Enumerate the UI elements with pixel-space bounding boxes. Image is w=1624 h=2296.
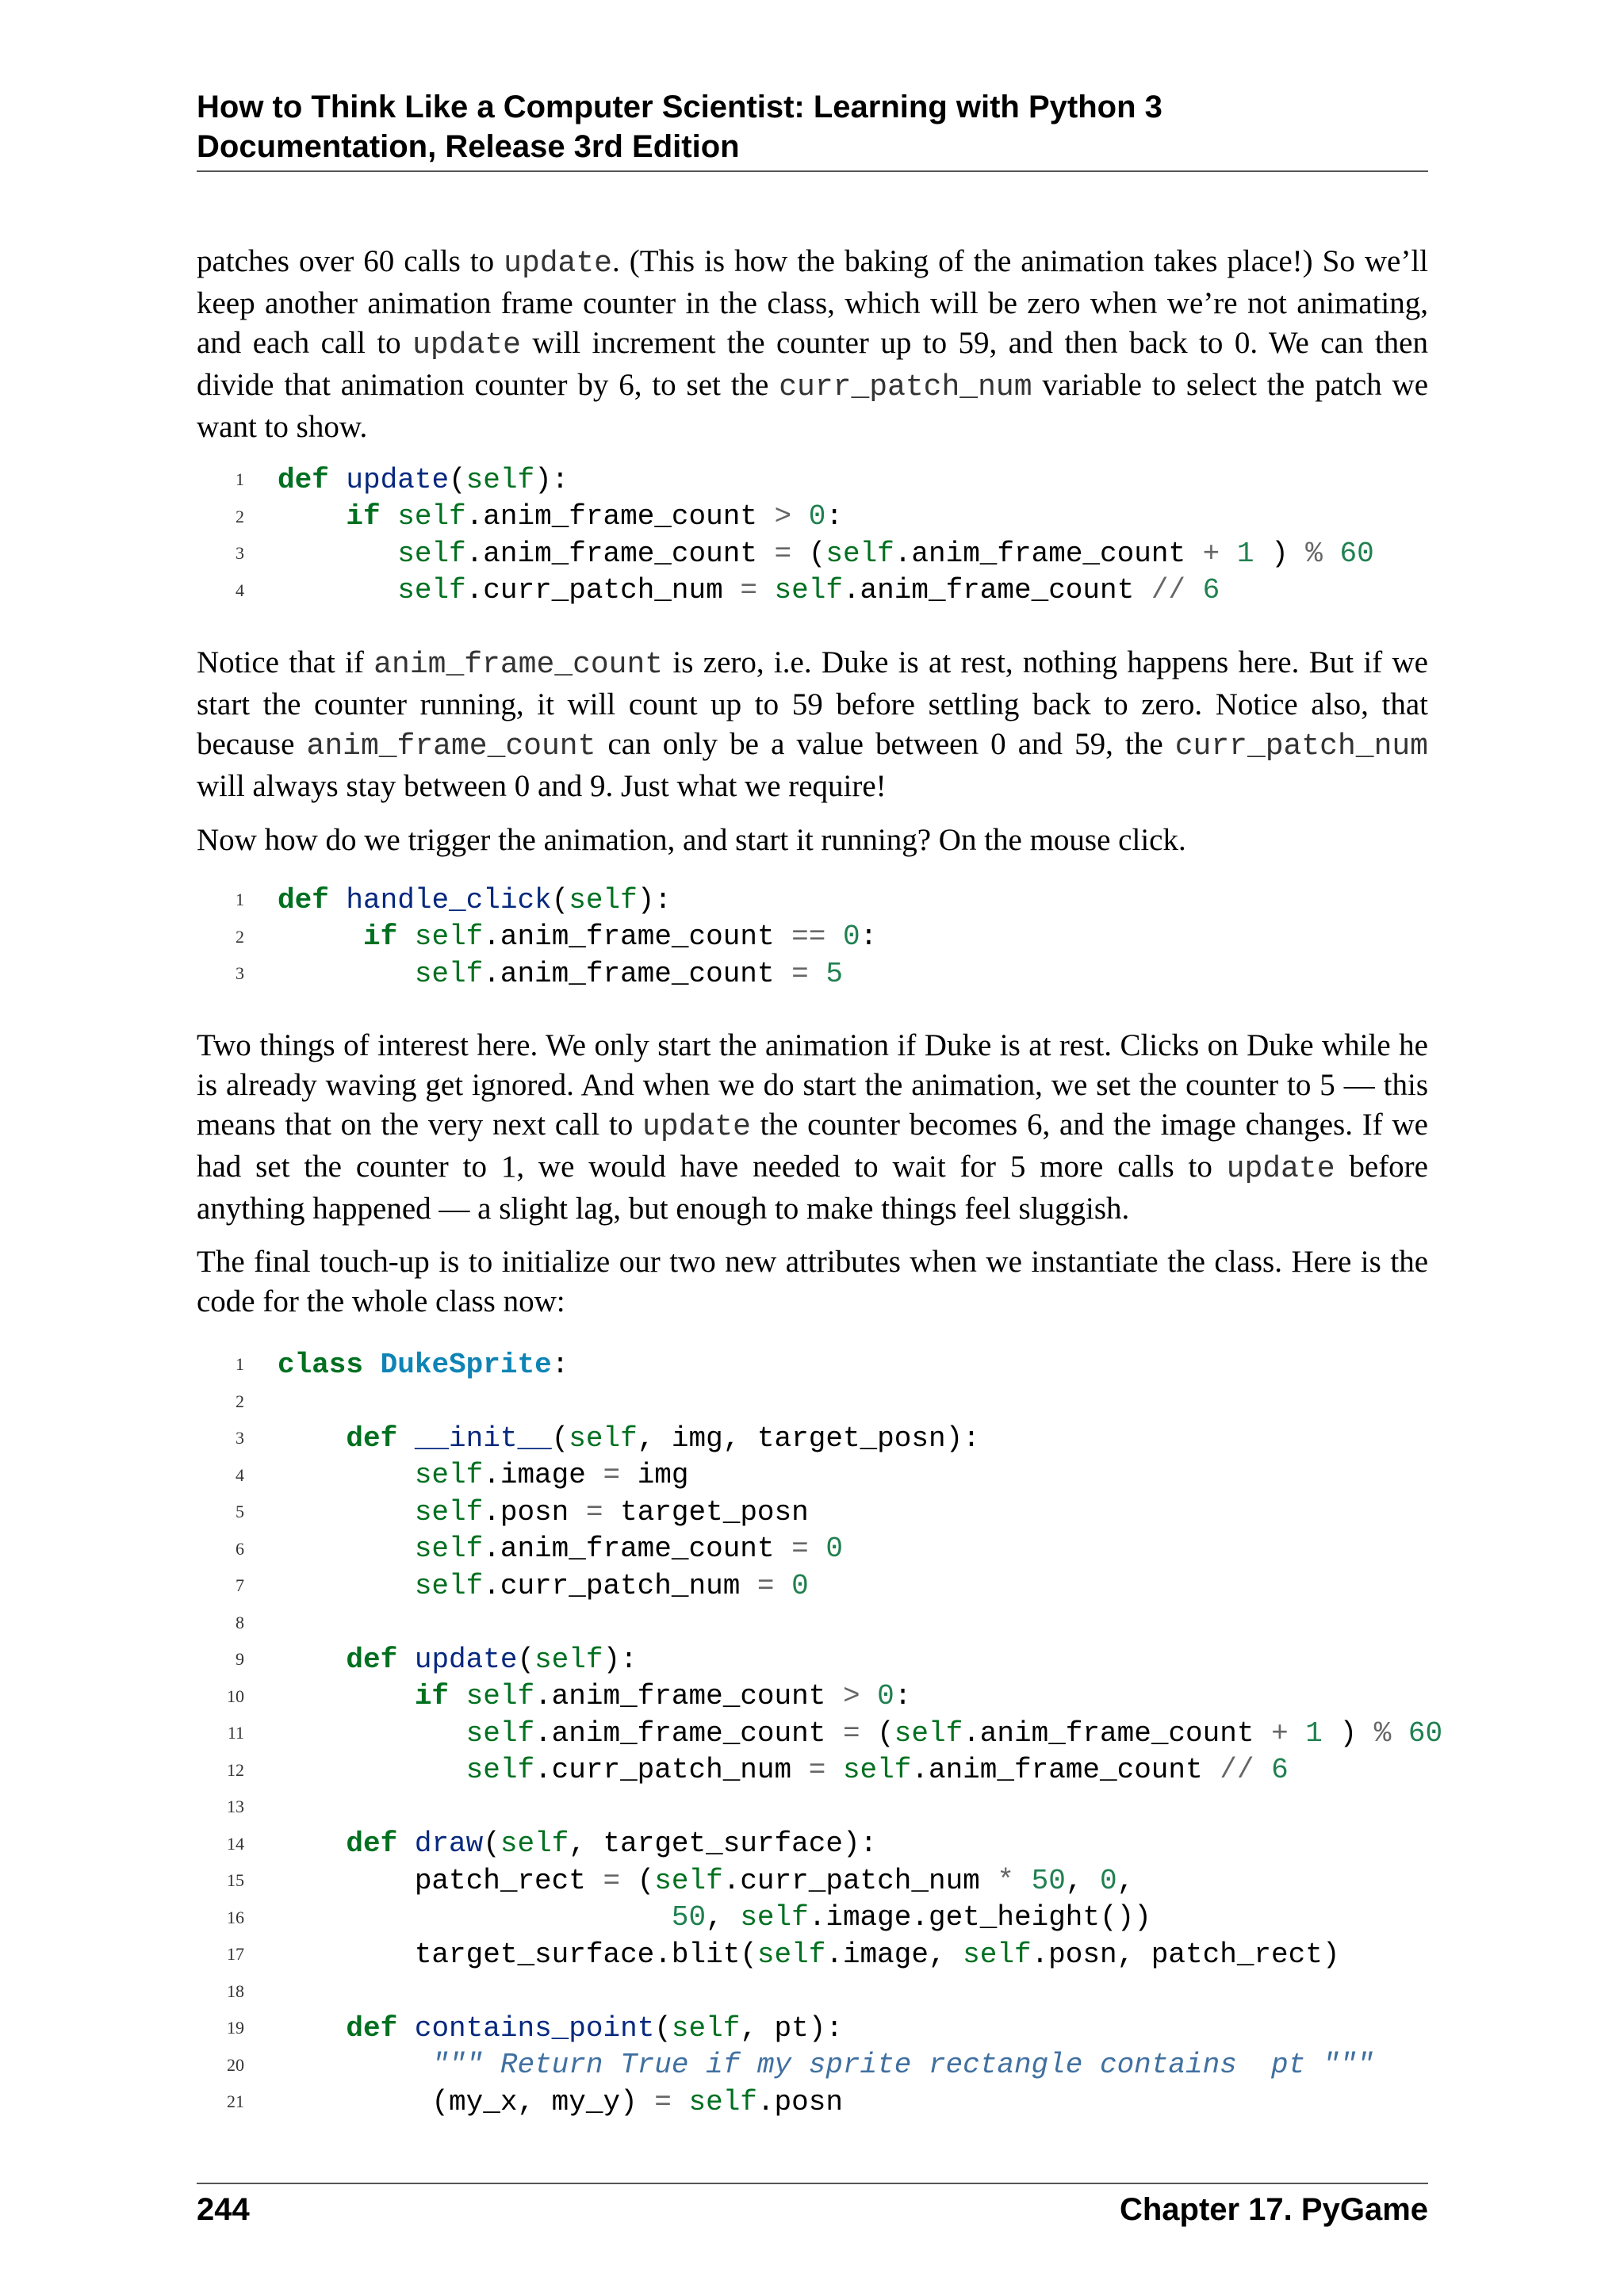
code-line: 17 target_surface.blit(self.image, self.posn, patch_rect) — [227, 1938, 1340, 1971]
running-header — [197, 87, 1428, 166]
paragraph-1: patches over 60 calls to update. (This is how the baking of the animation takes place!) So we’ll keep another animation frame counter in the class, which will be zero when we’re not animating, and each call to update will increment the counter up to 59, and then back to 0. We can then divide that animation counter by 6, to set the curr_patch_num variable to select the patch we want to show. — [197, 244, 1429, 444]
header-title-line-2: Documentation, Release 3rd Edition — [197, 129, 740, 164]
code-line-text: self.anim_frame_count = (self.anim_frame_count + 1 ) % 60 — [397, 537, 1374, 570]
code-line-text: if self.anim_frame_count == 0: — [363, 920, 878, 954]
code-line-text: (my_x, my_y) = self.posn — [278, 2085, 843, 2118]
code-block-3 — [197, 1346, 1497, 2121]
code-line-text: class DukeSprite: — [278, 1348, 569, 1381]
chapter-title: Chapter 17. PyGame — [1119, 2192, 1428, 2227]
paragraph-5: The final touch-up is to initialize our two new attributes when we instantiate the class. Here is the code for the whole class now: — [197, 1245, 1428, 1318]
code-line: 9 def update(self): — [236, 1643, 638, 1676]
code-line: 15 patch_rect = (self.curr_patch_num * 50, 0, — [227, 1864, 1135, 1897]
code-block-1 — [197, 461, 1497, 609]
header-title-line-1: How to Think Like a Computer Scientist: Learning with Python 3 — [197, 90, 1162, 124]
code-line-text: patch_rect = (self.curr_patch_num * 50, 0, — [278, 1864, 1135, 1897]
code-line-text: def handle_click(self): — [278, 883, 672, 916]
code-line: 2 if self.anim_frame_count == 0: — [236, 920, 878, 954]
header-rule — [197, 170, 1428, 172]
paragraph-4: Two things of interest here. We only start the animation if Duke is at rest. Clicks on Duke while he is already waving get ignored. And when we do start the animation, we set the counter to 5 — this means that on the very next call to update the counter becomes 6, and the image changes. If we had set the counter to 1, we would have needed to wait for 5 more calls to update before anything happened — a slight lag, but enough to make things feel sluggish. — [197, 1028, 1428, 1226]
code-line-text: def update(self): — [278, 463, 569, 496]
code-line: 11 self.anim_frame_count = (self.anim_frame_count + 1 ) % 60 — [227, 1716, 1443, 1750]
code-line: 4 self.curr_patch_num = self.anim_frame_count // 6 — [236, 574, 1220, 607]
code-line-text: 50, self.image.get_height()) — [671, 1901, 1151, 1934]
page-number: 244 — [197, 2192, 250, 2227]
code-line: 6 self.anim_frame_count = 0 — [236, 1533, 843, 1566]
code-line-text: self.image = img — [414, 1459, 689, 1492]
code-line-text: if self.anim_frame_count > 0: — [414, 1680, 912, 1713]
code-line: 8 — [236, 1612, 244, 1632]
code-line-text: if self.anim_frame_count > 0: — [346, 500, 843, 534]
code-block-2 — [197, 882, 1497, 993]
code-line-text: def update(self): — [346, 1643, 638, 1676]
code-line-text: self.curr_patch_num = self.anim_frame_count // 6 — [465, 1754, 1289, 1787]
code-line: 19 def contains_point(self, pt): — [227, 2011, 843, 2045]
code-line-text: def contains_point(self, pt): — [346, 2011, 843, 2045]
code-line: 3 def __init__(self, img, target_posn): — [236, 1422, 980, 1455]
code-line-text: self.curr_patch_num = self.anim_frame_count // 6 — [397, 574, 1220, 607]
code-line-text: self.anim_frame_count = 5 — [414, 957, 843, 990]
code-line: 18 — [227, 1980, 244, 2001]
code-line: 14 def draw(self, target_surface): — [227, 1827, 878, 1861]
footer-rule — [197, 2183, 1428, 2184]
paragraph-2: Notice that if anim_frame_count is zero, i.e. Duke is at rest, nothing happens here. But if we start the counter running, it will count up to 59 before settling back to zero. Notice also, that because anim_frame_count can only be a value between 0 and 59, the curr_patch_num will always stay between 0 and 9. Just what we require! — [197, 645, 1428, 803]
code-line-text: self.anim_frame_count = 0 — [414, 1533, 843, 1566]
code-line: 4 self.image = img — [236, 1459, 689, 1492]
code-line: 7 self.curr_patch_num = 0 — [236, 1569, 809, 1602]
code-line: 12 self.curr_patch_num = self.anim_frame_count // 6 — [227, 1754, 1289, 1787]
code-line-text: target_surface.blit(self.image, self.posn, patch_rect) — [278, 1938, 1340, 1971]
code-line: 1 def update(self): — [236, 463, 569, 496]
code-line: 3 self.anim_frame_count = 5 — [236, 957, 843, 990]
code-line: 13 — [227, 1797, 244, 1817]
code-line: 1 class DukeSprite: — [236, 1348, 569, 1381]
code-line: 5 self.posn = target_posn — [236, 1495, 809, 1529]
code-line-text: def draw(self, target_surface): — [346, 1827, 878, 1861]
code-line: 20 """ Return True if my sprite rectangle contains pt """ — [227, 2049, 1374, 2082]
code-line: 10 if self.anim_frame_count > 0: — [227, 1680, 912, 1713]
code-line: 3 self.anim_frame_count = (self.anim_frame_count + 1 ) % 60 — [236, 537, 1374, 570]
code-line: 2 if self.anim_frame_count > 0: — [236, 500, 843, 534]
code-line-text: self.posn = target_posn — [414, 1495, 809, 1529]
code-line: 2 — [236, 1391, 244, 1411]
paragraph-3: Now how do we trigger the animation, and start it running? On the mouse click. — [197, 823, 1186, 857]
code-line-text: self.anim_frame_count = (self.anim_frame_count + 1 ) % 60 — [465, 1716, 1443, 1750]
code-line-text: def __init__(self, img, target_posn): — [346, 1422, 980, 1455]
code-line-text: """ Return True if my sprite rectangle contains pt """ — [431, 2049, 1374, 2082]
code-line: 16 50, self.image.get_height()) — [227, 1901, 1151, 1934]
code-line-text: self.curr_patch_num = 0 — [414, 1569, 809, 1602]
code-line: 21 (my_x, my_y) = self.posn — [227, 2085, 843, 2118]
code-line: 1 def handle_click(self): — [236, 883, 672, 916]
